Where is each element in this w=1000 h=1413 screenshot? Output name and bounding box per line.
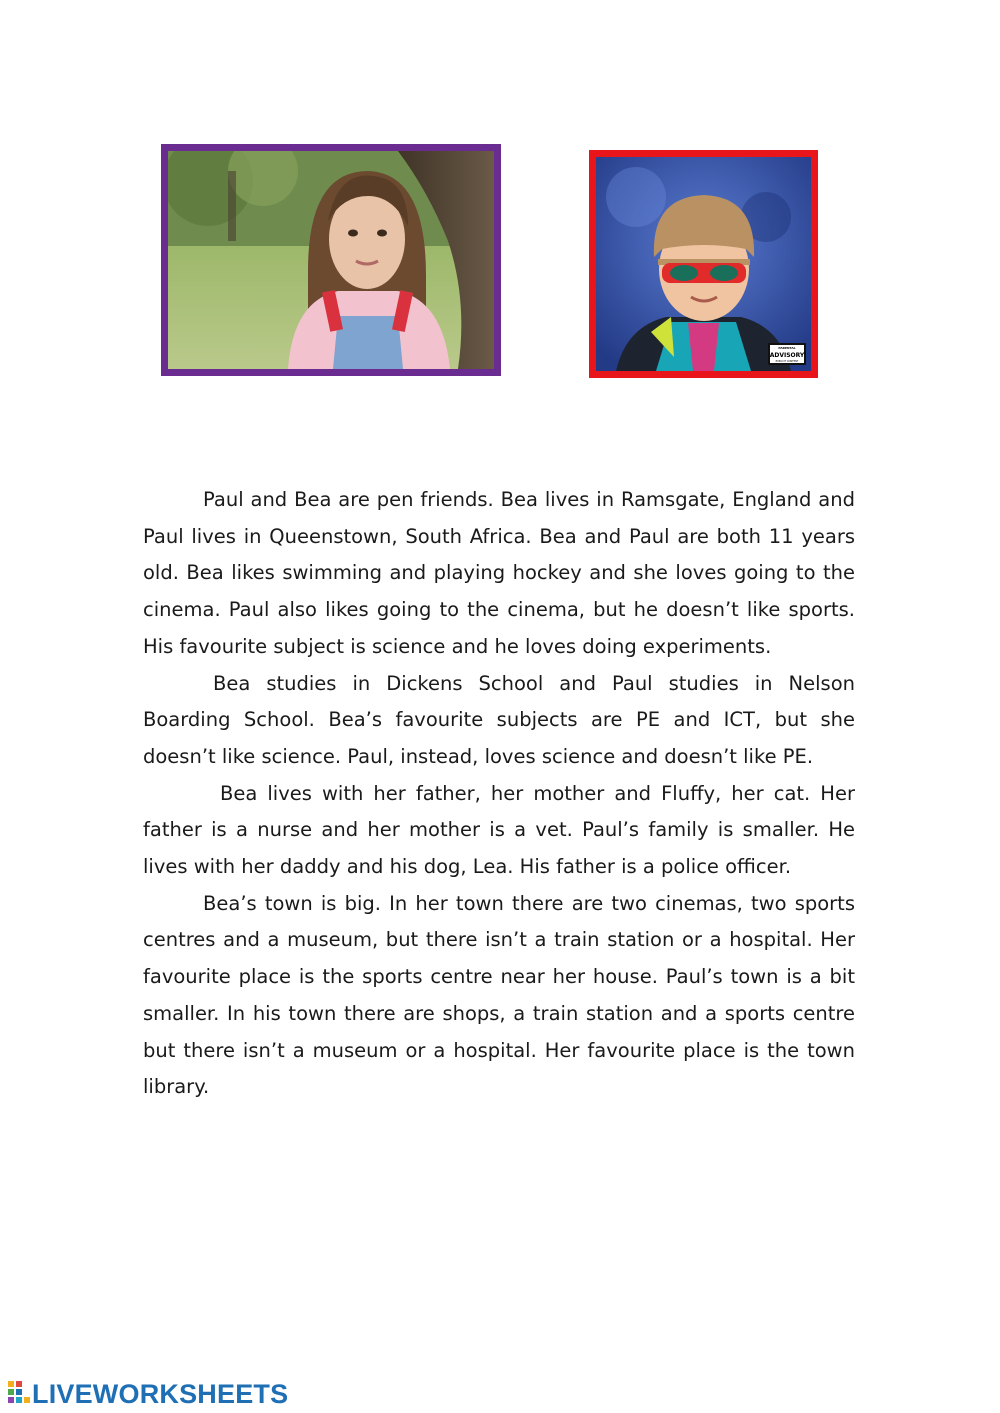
- advisory-top-text: PARENTAL: [778, 346, 796, 350]
- advisory-bottom-text: EXPLICIT CONTENT: [775, 360, 799, 363]
- advisory-main-text: ADVISORY: [769, 352, 805, 359]
- paragraph-3: Bea lives with her father, her mother and Fluffy, her cat. Her father is a nurse and her mother is a vet. Paul’s family is smaller. He lives with her daddy and his dog, Lea. His father is a police officer.: [143, 781, 855, 879]
- paul-photo: [589, 150, 818, 378]
- liveworksheets-logo-icon: [8, 1381, 30, 1407]
- paragraph-1: Paul and Bea are pen friends. Bea lives in Ramsgate, England and Paul lives in Queenstown, South Africa. Bea and Paul are both 11 years old. Bea likes swimming and playing hockey and she loves going to the cinema. Paul also likes going to the cinema, but he doesn’t like sports. His favourite subject is science and he loves doing experiments.: [143, 488, 855, 658]
- liveworksheets-brand[interactable]: [8, 1380, 288, 1408]
- reading-passage: [143, 482, 855, 1106]
- paragraph-2: Bea studies in Dickens School and Paul studies in Nelson Boarding School. Bea’s favourite subjects are PE and ICT, but she doesn’t like science. Paul, instead, loves science and doesn’t like PE.: [143, 671, 855, 768]
- bea-photo: [161, 144, 501, 376]
- brand-name: LIVEWORKSHEETS: [32, 1378, 289, 1409]
- paragraph-4: Bea’s town is big. In her town there are two cinemas, two sports centres and a museum, but there isn’t a train station or a hospital. Her favourite place is the sports centre near her house. Paul’s town is a bit smaller. In his town there are shops, a train station and a sports centre but there isn’t a museum or a hospital. Her favourite place is the town library.: [143, 891, 855, 1099]
